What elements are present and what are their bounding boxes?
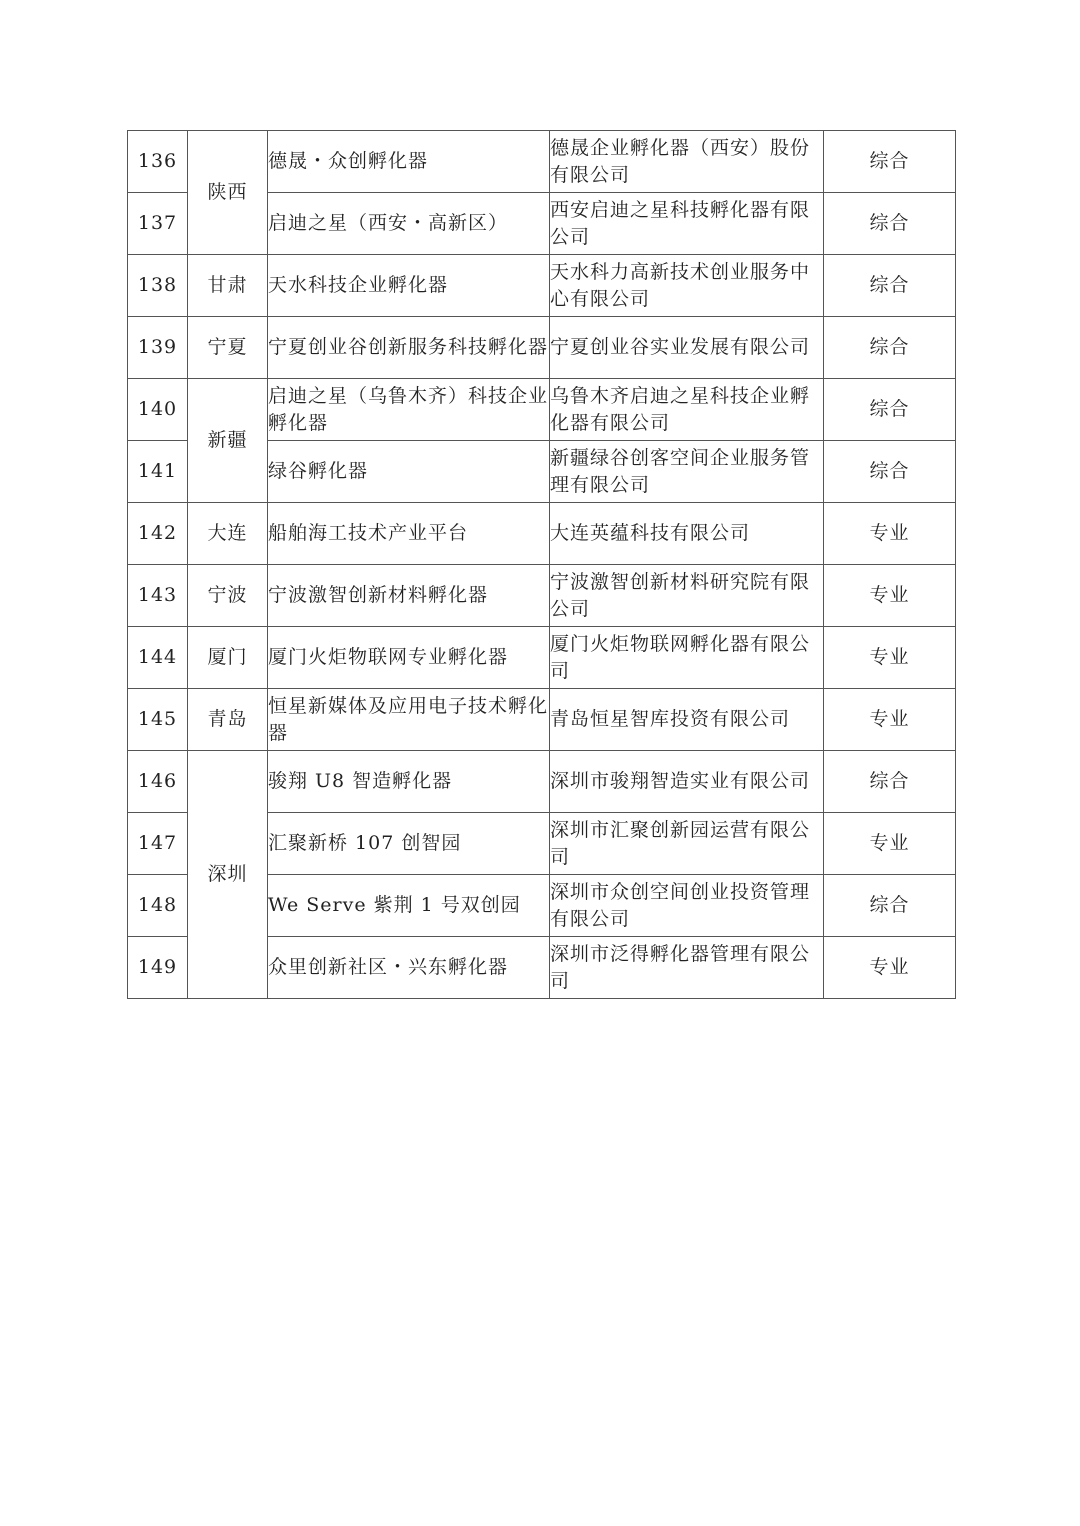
row-number: 136 — [128, 131, 188, 193]
row-number: 148 — [128, 875, 188, 937]
operating-organization: 德晟企业孵化器（西安）股份有限公司 — [550, 131, 824, 193]
row-number: 144 — [128, 627, 188, 689]
incubator-name: 众里创新社区・兴东孵化器 — [268, 937, 550, 999]
incubator-name: 厦门火炬物联网专业孵化器 — [268, 627, 550, 689]
incubator-name: 宁夏创业谷创新服务科技孵化器 — [268, 317, 550, 379]
operating-organization: 新疆绿谷创客空间企业服务管理有限公司 — [550, 441, 824, 503]
incubator-type: 综合 — [824, 131, 956, 193]
row-number: 141 — [128, 441, 188, 503]
incubator-type: 专业 — [824, 565, 956, 627]
region-cell: 大连 — [188, 503, 268, 565]
operating-organization: 厦门火炬物联网孵化器有限公司 — [550, 627, 824, 689]
incubator-name: 恒星新媒体及应用电子技术孵化器 — [268, 689, 550, 751]
incubator-type: 专业 — [824, 503, 956, 565]
table-row — [128, 751, 956, 813]
region-cell: 深圳 — [188, 751, 268, 999]
row-number: 149 — [128, 937, 188, 999]
operating-organization: 深圳市汇聚创新园运营有限公司 — [550, 813, 824, 875]
region-cell: 新疆 — [188, 379, 268, 503]
incubator-type: 专业 — [824, 937, 956, 999]
table-row — [128, 317, 956, 379]
incubator-type: 综合 — [824, 751, 956, 813]
operating-organization: 青岛恒星智库投资有限公司 — [550, 689, 824, 751]
region-cell: 甘肃 — [188, 255, 268, 317]
operating-organization: 天水科力高新技术创业服务中心有限公司 — [550, 255, 824, 317]
table-row — [128, 255, 956, 317]
row-number: 137 — [128, 193, 188, 255]
region-cell: 宁夏 — [188, 317, 268, 379]
table-row — [128, 503, 956, 565]
incubator-type: 专业 — [824, 689, 956, 751]
row-number: 138 — [128, 255, 188, 317]
incubator-type: 综合 — [824, 317, 956, 379]
region-cell: 厦门 — [188, 627, 268, 689]
row-number: 147 — [128, 813, 188, 875]
table-row — [128, 565, 956, 627]
region-cell: 陕西 — [188, 131, 268, 255]
row-number: 145 — [128, 689, 188, 751]
incubator-type: 专业 — [824, 813, 956, 875]
region-cell: 青岛 — [188, 689, 268, 751]
table-row — [128, 689, 956, 751]
row-number: 142 — [128, 503, 188, 565]
operating-organization: 乌鲁木齐启迪之星科技企业孵化器有限公司 — [550, 379, 824, 441]
incubator-name: 启迪之星（乌鲁木齐）科技企业孵化器 — [268, 379, 550, 441]
incubator-name: 绿谷孵化器 — [268, 441, 550, 503]
incubator-name: 启迪之星（西安・高新区） — [268, 193, 550, 255]
row-number: 143 — [128, 565, 188, 627]
operating-organization: 深圳市泛得孵化器管理有限公司 — [550, 937, 824, 999]
incubator-type: 综合 — [824, 255, 956, 317]
incubator-type: 综合 — [824, 875, 956, 937]
row-number: 146 — [128, 751, 188, 813]
row-number: 139 — [128, 317, 188, 379]
incubator-name: 德晟・众创孵化器 — [268, 131, 550, 193]
table-row — [128, 379, 956, 441]
region-cell: 宁波 — [188, 565, 268, 627]
incubator-name: 天水科技企业孵化器 — [268, 255, 550, 317]
operating-organization: 西安启迪之星科技孵化器有限公司 — [550, 193, 824, 255]
operating-organization: 宁夏创业谷实业发展有限公司 — [550, 317, 824, 379]
incubator-name: 骏翔 U8 智造孵化器 — [268, 751, 550, 813]
row-number: 140 — [128, 379, 188, 441]
operating-organization: 大连英蕴科技有限公司 — [550, 503, 824, 565]
incubator-name: We Serve 紫荆 1 号双创园 — [268, 875, 550, 937]
incubator-type: 综合 — [824, 441, 956, 503]
incubator-type: 综合 — [824, 379, 956, 441]
operating-organization: 宁波激智创新材料研究院有限公司 — [550, 565, 824, 627]
table-row — [128, 131, 956, 193]
incubator-name: 汇聚新桥 107 创智园 — [268, 813, 550, 875]
incubator-type: 综合 — [824, 193, 956, 255]
incubator-name: 船舶海工技术产业平台 — [268, 503, 550, 565]
incubator-name: 宁波激智创新材料孵化器 — [268, 565, 550, 627]
incubator-type: 专业 — [824, 627, 956, 689]
table-row — [128, 627, 956, 689]
operating-organization: 深圳市众创空间创业投资管理有限公司 — [550, 875, 824, 937]
operating-organization: 深圳市骏翔智造实业有限公司 — [550, 751, 824, 813]
incubator-list-table — [127, 130, 956, 999]
